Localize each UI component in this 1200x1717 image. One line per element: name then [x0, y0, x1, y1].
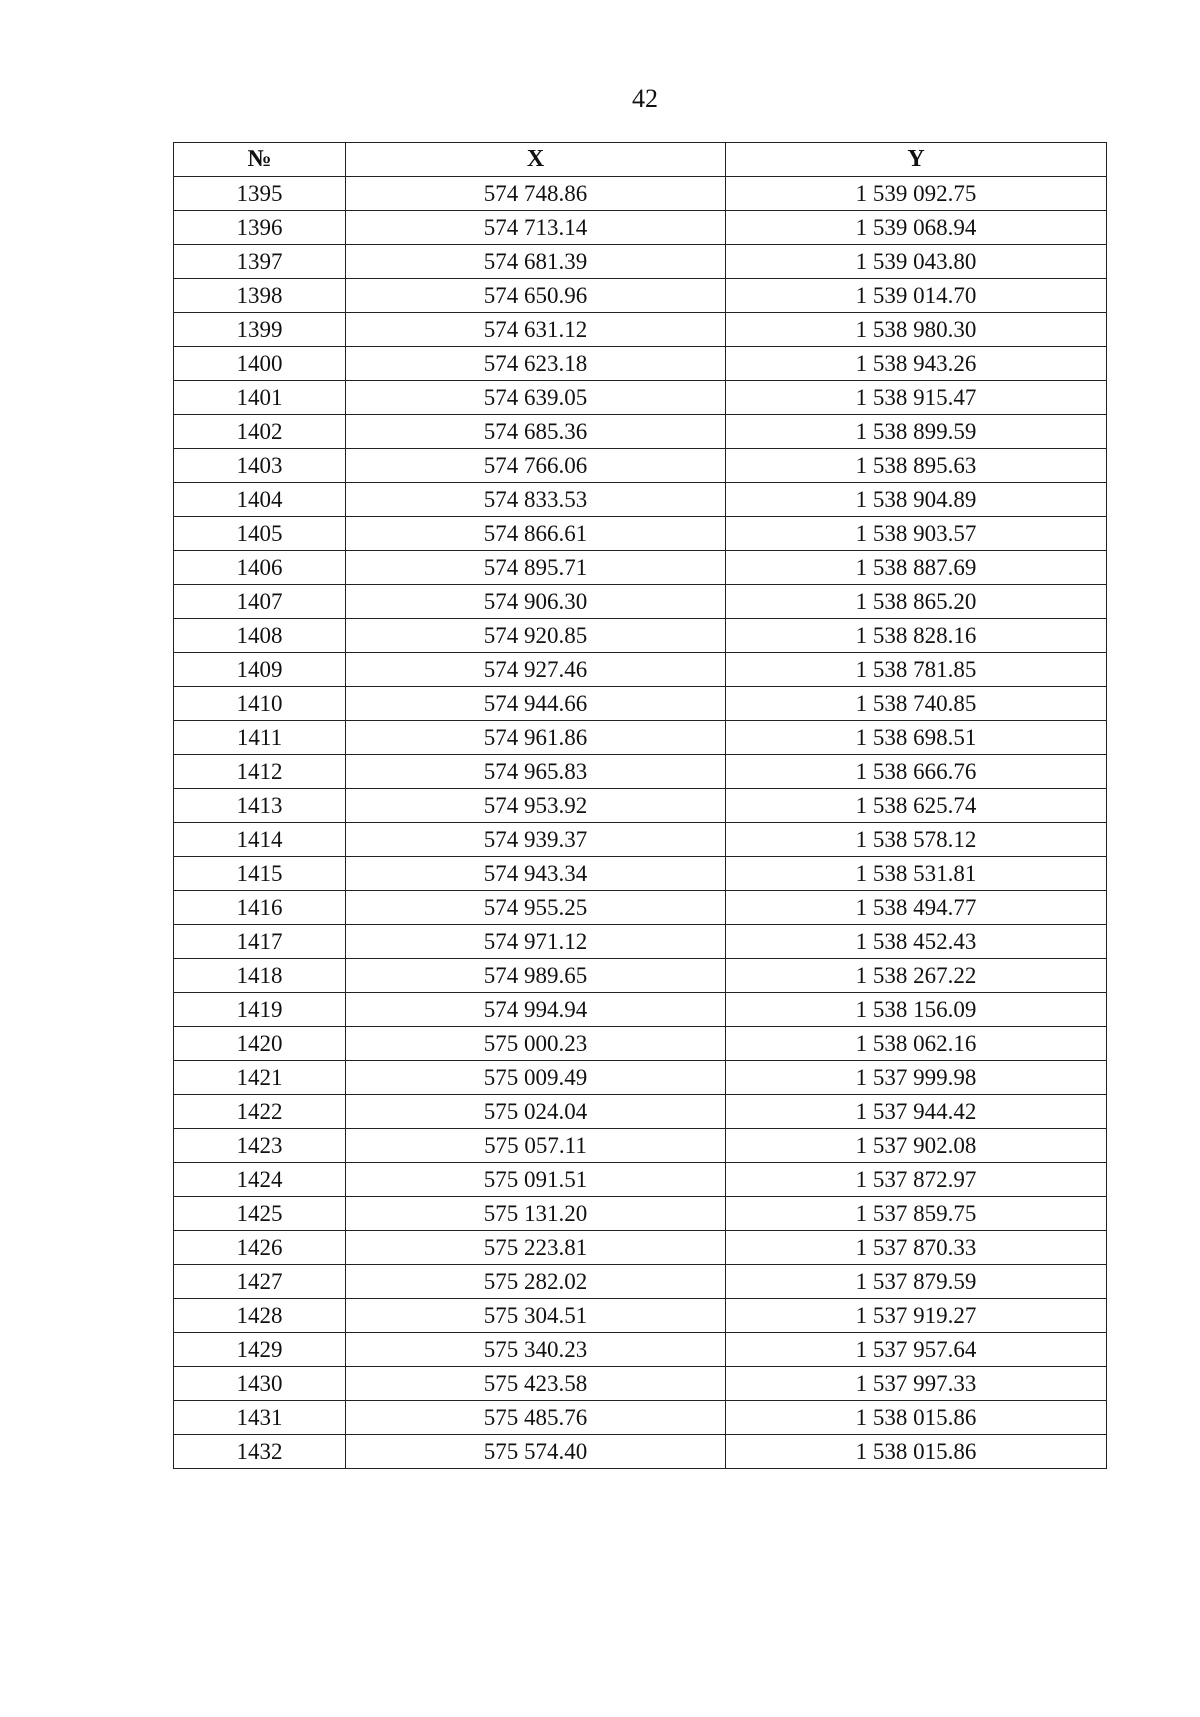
cell-y: 1 538 899.59 — [726, 415, 1107, 449]
cell-y: 1 538 578.12 — [726, 823, 1107, 857]
header-row — [174, 143, 1107, 177]
table-row — [174, 1299, 1107, 1333]
cell-y: 1 537 872.97 — [726, 1163, 1107, 1197]
cell-y: 1 539 068.94 — [726, 211, 1107, 245]
table-row — [174, 1163, 1107, 1197]
cell-y: 1 537 879.59 — [726, 1265, 1107, 1299]
cell-number: 1407 — [174, 585, 346, 619]
table-row — [174, 551, 1107, 585]
cell-y: 1 539 014.70 — [726, 279, 1107, 313]
cell-y: 1 538 625.74 — [726, 789, 1107, 823]
cell-y: 1 538 494.77 — [726, 891, 1107, 925]
table-body — [174, 177, 1107, 1469]
cell-y: 1 538 015.86 — [726, 1401, 1107, 1435]
cell-x: 574 994.94 — [346, 993, 726, 1027]
table-row — [174, 959, 1107, 993]
cell-number: 1424 — [174, 1163, 346, 1197]
cell-number: 1418 — [174, 959, 346, 993]
cell-number: 1413 — [174, 789, 346, 823]
table-row — [174, 925, 1107, 959]
cell-x: 575 091.51 — [346, 1163, 726, 1197]
cell-y: 1 538 062.16 — [726, 1027, 1107, 1061]
cell-y: 1 538 943.26 — [726, 347, 1107, 381]
cell-y: 1 538 666.76 — [726, 755, 1107, 789]
cell-y: 1 538 267.22 — [726, 959, 1107, 993]
table-row — [174, 1265, 1107, 1299]
table-row — [174, 1129, 1107, 1163]
cell-number: 1412 — [174, 755, 346, 789]
cell-number: 1404 — [174, 483, 346, 517]
table-row — [174, 483, 1107, 517]
table-row — [174, 721, 1107, 755]
cell-y: 1 537 919.27 — [726, 1299, 1107, 1333]
table-row — [174, 857, 1107, 891]
cell-y: 1 537 859.75 — [726, 1197, 1107, 1231]
cell-number: 1402 — [174, 415, 346, 449]
cell-x: 574 833.53 — [346, 483, 726, 517]
cell-number: 1428 — [174, 1299, 346, 1333]
cell-x: 574 943.34 — [346, 857, 726, 891]
cell-x: 574 866.61 — [346, 517, 726, 551]
cell-x: 575 304.51 — [346, 1299, 726, 1333]
cell-x: 574 681.39 — [346, 245, 726, 279]
table-row — [174, 1333, 1107, 1367]
table-row — [174, 1027, 1107, 1061]
table-header — [174, 143, 1107, 177]
cell-number: 1429 — [174, 1333, 346, 1367]
table-row — [174, 517, 1107, 551]
cell-x: 574 766.06 — [346, 449, 726, 483]
cell-x: 574 989.65 — [346, 959, 726, 993]
cell-x: 574 920.85 — [346, 619, 726, 653]
cell-number: 1400 — [174, 347, 346, 381]
cell-number: 1409 — [174, 653, 346, 687]
table-row — [174, 381, 1107, 415]
cell-number: 1411 — [174, 721, 346, 755]
cell-x: 574 639.05 — [346, 381, 726, 415]
cell-number: 1410 — [174, 687, 346, 721]
cell-y: 1 538 895.63 — [726, 449, 1107, 483]
cell-y: 1 538 828.16 — [726, 619, 1107, 653]
cell-y: 1 537 999.98 — [726, 1061, 1107, 1095]
cell-x: 575 340.23 — [346, 1333, 726, 1367]
cell-y: 1 537 902.08 — [726, 1129, 1107, 1163]
cell-number: 1426 — [174, 1231, 346, 1265]
table-row — [174, 789, 1107, 823]
cell-y: 1 538 781.85 — [726, 653, 1107, 687]
cell-number: 1415 — [174, 857, 346, 891]
cell-number: 1399 — [174, 313, 346, 347]
cell-x: 574 623.18 — [346, 347, 726, 381]
cell-x: 574 927.46 — [346, 653, 726, 687]
cell-number: 1408 — [174, 619, 346, 653]
cell-x: 574 713.14 — [346, 211, 726, 245]
cell-x: 574 955.25 — [346, 891, 726, 925]
cell-number: 1417 — [174, 925, 346, 959]
cell-number: 1416 — [174, 891, 346, 925]
cell-y: 1 538 904.89 — [726, 483, 1107, 517]
cell-y: 1 538 156.09 — [726, 993, 1107, 1027]
cell-number: 1401 — [174, 381, 346, 415]
cell-number: 1396 — [174, 211, 346, 245]
cell-number: 1432 — [174, 1435, 346, 1469]
table-row — [174, 1367, 1107, 1401]
header-number: № — [174, 143, 346, 177]
table-row — [174, 653, 1107, 687]
table-row — [174, 347, 1107, 381]
cell-y: 1 538 865.20 — [726, 585, 1107, 619]
cell-y: 1 538 903.57 — [726, 517, 1107, 551]
table-row — [174, 993, 1107, 1027]
cell-x: 574 748.86 — [346, 177, 726, 211]
cell-number: 1421 — [174, 1061, 346, 1095]
cell-y: 1 538 531.81 — [726, 857, 1107, 891]
table-row — [174, 211, 1107, 245]
cell-number: 1405 — [174, 517, 346, 551]
table-row — [174, 687, 1107, 721]
cell-x: 574 631.12 — [346, 313, 726, 347]
table-row — [174, 177, 1107, 211]
cell-x: 575 282.02 — [346, 1265, 726, 1299]
cell-y: 1 538 980.30 — [726, 313, 1107, 347]
cell-number: 1431 — [174, 1401, 346, 1435]
header-x: X — [346, 143, 726, 177]
cell-y: 1 537 944.42 — [726, 1095, 1107, 1129]
cell-x: 574 650.96 — [346, 279, 726, 313]
cell-y: 1 538 915.47 — [726, 381, 1107, 415]
cell-y: 1 539 043.80 — [726, 245, 1107, 279]
cell-y: 1 537 957.64 — [726, 1333, 1107, 1367]
table-row — [174, 1435, 1107, 1469]
cell-x: 574 965.83 — [346, 755, 726, 789]
cell-y: 1 538 015.86 — [726, 1435, 1107, 1469]
cell-y: 1 538 740.85 — [726, 687, 1107, 721]
cell-number: 1414 — [174, 823, 346, 857]
cell-number: 1398 — [174, 279, 346, 313]
table-row — [174, 449, 1107, 483]
cell-x: 575 000.23 — [346, 1027, 726, 1061]
table-row — [174, 619, 1107, 653]
cell-number: 1403 — [174, 449, 346, 483]
cell-x: 574 971.12 — [346, 925, 726, 959]
cell-x: 574 961.86 — [346, 721, 726, 755]
cell-number: 1427 — [174, 1265, 346, 1299]
table-row — [174, 1095, 1107, 1129]
cell-number: 1395 — [174, 177, 346, 211]
cell-y: 1 537 870.33 — [726, 1231, 1107, 1265]
table-row — [174, 1061, 1107, 1095]
table-row — [174, 585, 1107, 619]
cell-y: 1 538 452.43 — [726, 925, 1107, 959]
cell-x: 575 009.49 — [346, 1061, 726, 1095]
cell-number: 1423 — [174, 1129, 346, 1163]
cell-number: 1397 — [174, 245, 346, 279]
page-number: 42 — [632, 84, 658, 113]
cell-y: 1 539 092.75 — [726, 177, 1107, 211]
table-row — [174, 313, 1107, 347]
header-y: Y — [726, 143, 1107, 177]
cell-number: 1420 — [174, 1027, 346, 1061]
table-row — [174, 755, 1107, 789]
table-row — [174, 1197, 1107, 1231]
cell-x: 575 131.20 — [346, 1197, 726, 1231]
cell-x: 574 939.37 — [346, 823, 726, 857]
cell-x: 574 895.71 — [346, 551, 726, 585]
cell-y: 1 538 887.69 — [726, 551, 1107, 585]
cell-number: 1406 — [174, 551, 346, 585]
cell-number: 1425 — [174, 1197, 346, 1231]
cell-number: 1422 — [174, 1095, 346, 1129]
cell-x: 574 906.30 — [346, 585, 726, 619]
cell-x: 574 685.36 — [346, 415, 726, 449]
cell-number: 1430 — [174, 1367, 346, 1401]
cell-x: 575 024.04 — [346, 1095, 726, 1129]
cell-x: 574 944.66 — [346, 687, 726, 721]
cell-x: 575 223.81 — [346, 1231, 726, 1265]
table-row — [174, 891, 1107, 925]
table-row — [174, 415, 1107, 449]
cell-x: 575 423.58 — [346, 1367, 726, 1401]
table-row — [174, 245, 1107, 279]
table-row — [174, 1231, 1107, 1265]
table-row — [174, 823, 1107, 857]
cell-y: 1 537 997.33 — [726, 1367, 1107, 1401]
cell-x: 575 057.11 — [346, 1129, 726, 1163]
table-row — [174, 1401, 1107, 1435]
cell-x: 575 485.76 — [346, 1401, 726, 1435]
cell-x: 574 953.92 — [346, 789, 726, 823]
cell-x: 575 574.40 — [346, 1435, 726, 1469]
coordinates-table — [173, 142, 1107, 1469]
cell-y: 1 538 698.51 — [726, 721, 1107, 755]
cell-number: 1419 — [174, 993, 346, 1027]
table-row — [174, 279, 1107, 313]
